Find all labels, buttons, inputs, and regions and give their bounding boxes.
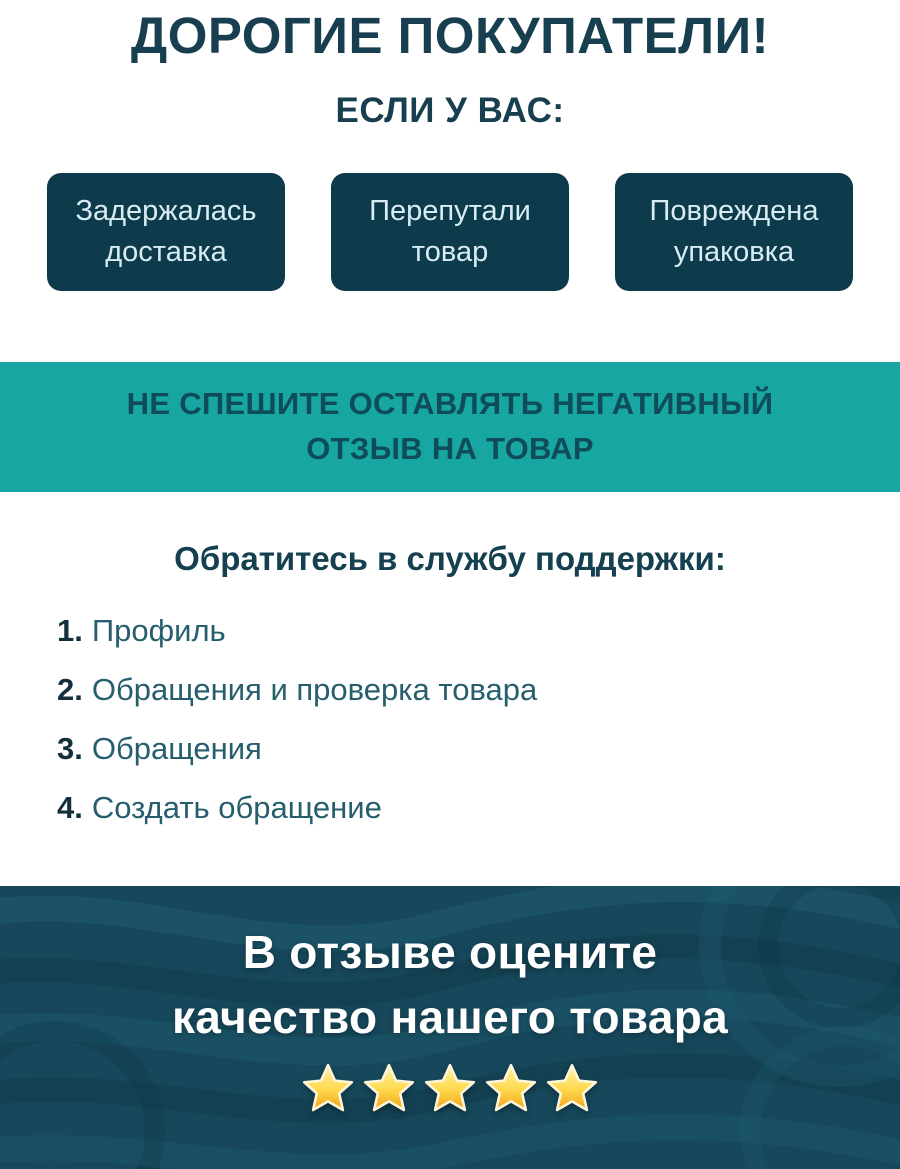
support-section — [0, 492, 900, 825]
support-heading: Обратитесь в службу поддержки: — [174, 540, 726, 577]
step-number: 4. — [57, 790, 83, 826]
page-subtitle: ЕСЛИ У ВАС: — [335, 91, 565, 130]
step-number: 1. — [57, 613, 83, 648]
warning-banner — [0, 362, 900, 492]
step-number: 3. — [57, 731, 83, 767]
rating-footer-panel — [0, 886, 900, 1169]
footer-content — [0, 886, 900, 1117]
list-item — [57, 673, 900, 707]
footer-title-line1: В отзыве оцените — [242, 926, 658, 978]
step-label: Обращения — [91, 731, 262, 767]
issue-button-delayed-delivery[interactable]: Задержалась доставка — [47, 173, 285, 291]
list-item — [57, 614, 900, 648]
footer-title-line2: качество нашего товара — [171, 991, 729, 1044]
list-item — [57, 732, 900, 766]
five-star-rating — [0, 1061, 900, 1117]
hero-section — [0, 0, 900, 131]
step-label: Создать обращение — [91, 790, 382, 826]
star-icon — [422, 1061, 478, 1117]
step-number: 2. — [57, 672, 83, 708]
star-icon — [483, 1061, 539, 1117]
star-icon — [300, 1061, 356, 1117]
page-title: ДОРОГИЕ ПОКУПАТЕЛИ! — [130, 7, 770, 64]
support-steps-list — [57, 614, 900, 825]
issue-button-mixed-up-item[interactable]: Перепутали товар — [331, 173, 569, 291]
list-item — [57, 791, 900, 825]
star-icon — [361, 1061, 417, 1117]
step-label: Профиль — [91, 613, 226, 648]
star-icon — [544, 1061, 600, 1117]
footer-title — [0, 920, 900, 1051]
warning-banner-text: НЕ СПЕШИТЕ ОСТАВЛЯТЬ НЕГАТИВНЫЙ ОТЗЫВ НА ТОВАР — [126, 386, 774, 466]
issue-button-damaged-packaging[interactable]: Повреждена упаковка — [615, 173, 853, 291]
issue-buttons-row — [0, 173, 900, 291]
step-label: Обращения и проверка товара — [91, 672, 538, 708]
